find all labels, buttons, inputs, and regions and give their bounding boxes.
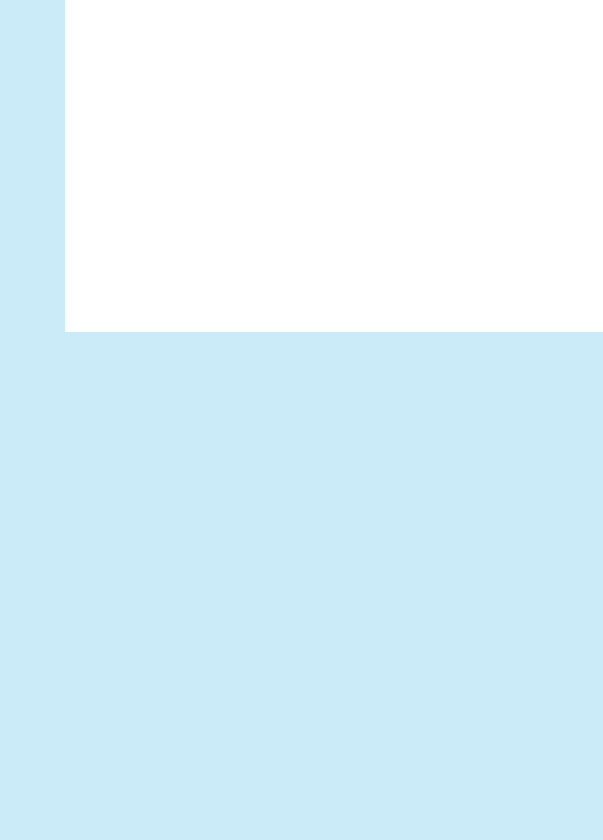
results-sheet-top: [65, 0, 603, 332]
